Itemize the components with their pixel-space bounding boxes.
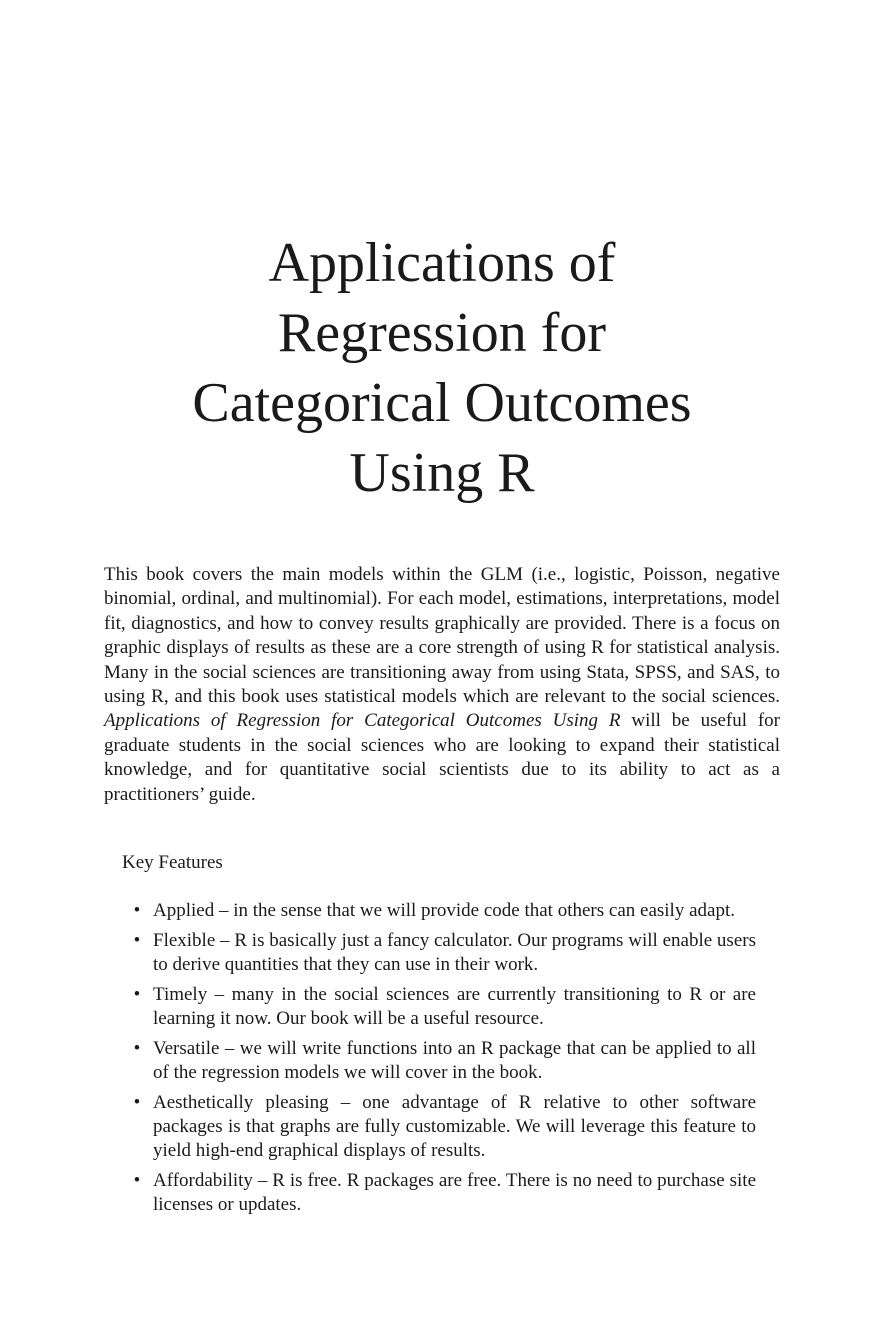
feature-text: Flexible – R is basically just a fancy calculator. Our programs will enable users to derive quantities that they can use in their work.: [153, 930, 756, 975]
feature-text: Aesthetically pleasing – one advantage of R relative to other software packages is that graphs are fully customizable. We will leverage this feature to yield high-end graphical displays of results.: [153, 1092, 756, 1161]
bullet-icon: •: [133, 1092, 141, 1113]
bullet-icon: •: [133, 984, 141, 1005]
feature-item-affordability: [104, 1169, 756, 1217]
feature-text: Versatile – we will write functions into an R package that can be applied to all of the regression models we will cover in the book.: [153, 1038, 756, 1083]
book-title-line-1: Applications of: [268, 232, 616, 294]
key-features-list: [104, 899, 756, 1223]
feature-item-aesthetically-pleasing: [104, 1091, 756, 1163]
bullet-icon: •: [133, 1170, 141, 1191]
feature-text: Affordability – R is free. R packages are free. There is no need to purchase site licenses or updates.: [153, 1170, 756, 1215]
feature-item-timely: [104, 983, 756, 1031]
book-title-line-2: Regression for: [277, 302, 607, 364]
bullet-icon: •: [133, 1038, 141, 1059]
book-description: [104, 563, 780, 807]
bullet-icon: •: [133, 930, 141, 951]
bullet-icon: •: [133, 900, 141, 921]
book-title: [0, 228, 884, 508]
key-features-heading: Key Features: [122, 852, 223, 873]
feature-item-versatile: [104, 1037, 756, 1085]
description-italic-title: Applications of Regression for Categorical Outcomes Using R: [104, 710, 621, 732]
feature-text: Timely – many in the social sciences are currently transitioning to R or are learning it now. Our book will be a useful resource.: [153, 984, 756, 1029]
book-title-line-3: Categorical Outcomes: [192, 372, 692, 434]
book-title-line-4: Using R: [349, 442, 535, 504]
description-text-part-2: will be useful for graduate students in the social sciences who are looking to expand their statistical knowledge, and for quantitative social scientists due to its ability to act as a practitioners’ guide.: [104, 710, 781, 805]
feature-item-applied: [104, 899, 756, 923]
description-text-part-1: This book covers the main models within the GLM (i.e., logistic, Poisson, negative binomial, ordinal, and multinomial). For each model, estimations, interpretations, model fit, diagnostics, and how to convey results graphically are provided. There is a focus on graphic displays of results as these are a core strength of using R for statistical analysis. Many in the social sciences are transitioning away from using Stata, SPSS, and SAS, to using R, and this book uses statistical models which are relevant to the social sciences.: [104, 564, 780, 708]
feature-text: Applied – in the sense that we will provide code that others can easily adapt.: [153, 900, 735, 921]
feature-item-flexible: [104, 929, 756, 977]
